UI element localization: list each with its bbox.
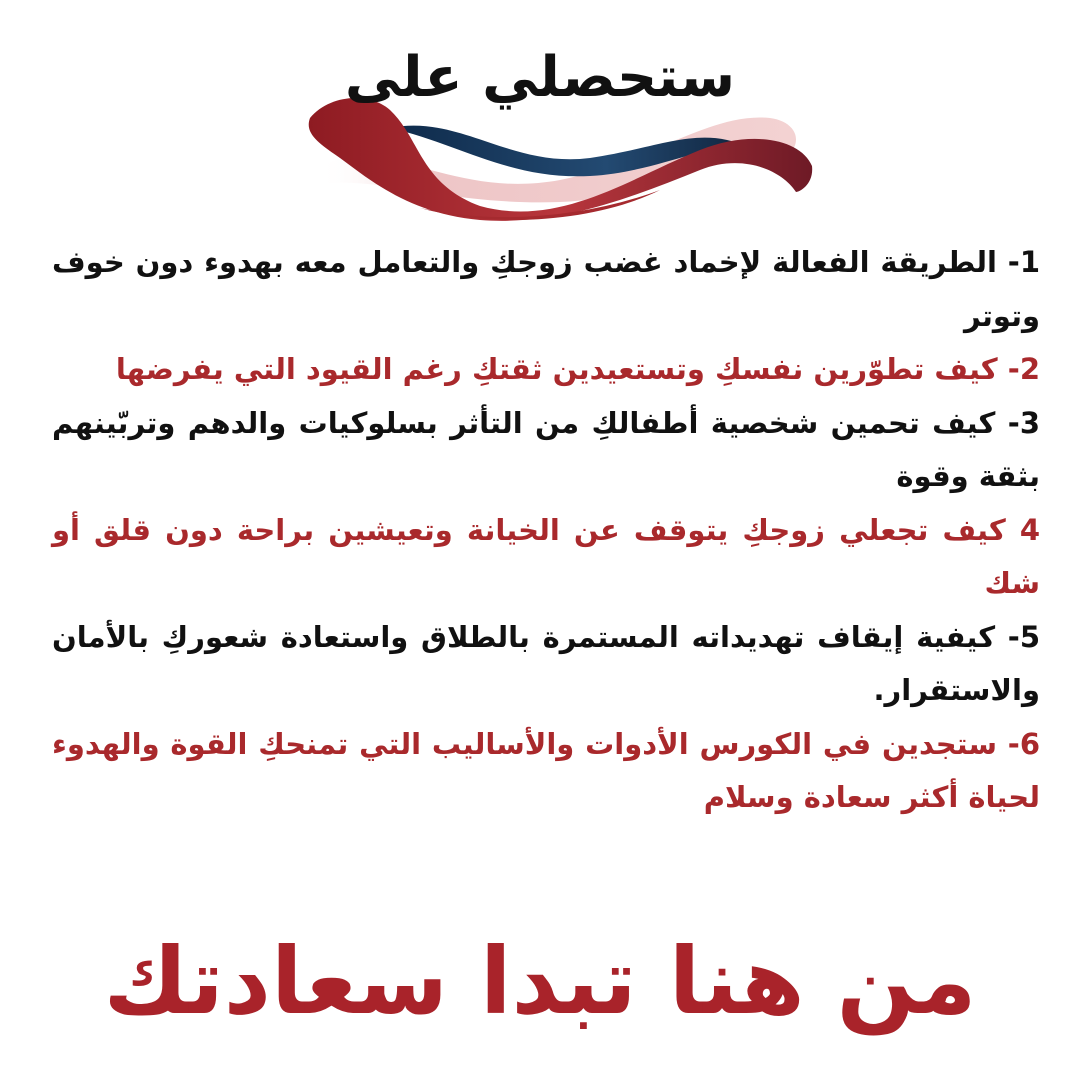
benefit-item-1: 1- الطريقة الفعالة لإخماد غضب زوجكِ والتعامل معه بهدوء دون خوف وتوتر [52,245,1040,333]
benefit-item-5: 5- كيفية إيقاف تهديداته المستمرة بالطلاق واستعادة شعوركِ بالأمان والاستقرار. [52,619,1040,707]
benefit-item-2: 2- كيف تطوّرين نفسكِ وتستعيدين ثقتكِ رغم القيود التي يفرضها [115,352,1040,386]
benefit-item-3: 3- كيف تحمين شخصية أطفالكِ من التأثر بسلوكيات والدهم وتربّينهم بثقة وقوة [52,405,1040,493]
page-title: ستحصلي على [344,45,736,110]
benefit-item-4: 4 كيف تجعلي زوجكِ يتوقف عن الخيانة وتعيشين براحة دون قلق أو شك [52,512,1040,600]
benefit-item-6: 6- ستجدين في الكورس الأدوات والأساليب التي تمنحكِ القوة والهدوء لحياة أكثر سعادة وسلام [52,726,1040,814]
benefits-list [52,236,1040,825]
call-to-action-heading: من هنا تبدا سعادتك [103,928,977,1035]
